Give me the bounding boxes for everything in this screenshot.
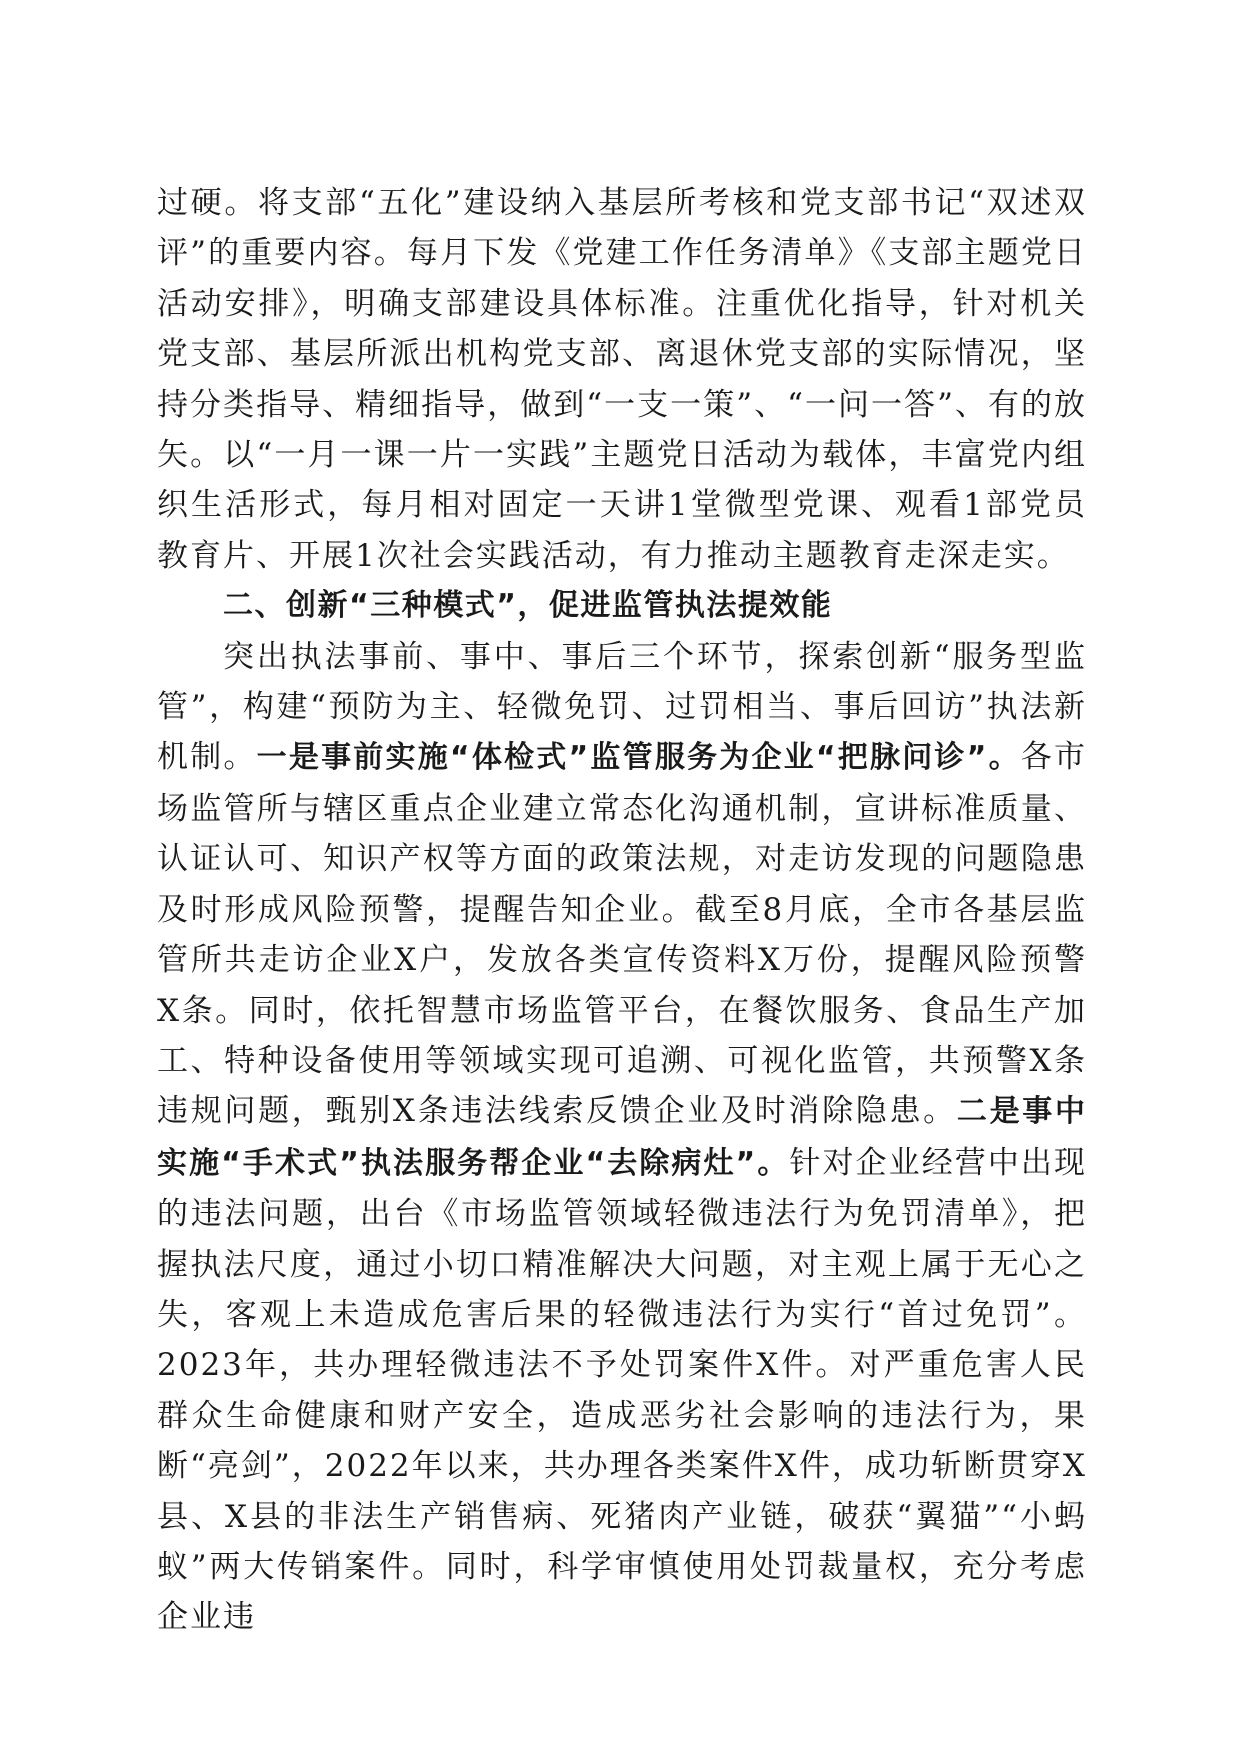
body-paragraph-continued: 过硬。将支部“五化”建设纳入基层所考核和党支部书记“双述双评”的重要内容。每月下发《党建工作任务清单》《支部主题党日活动安排》，明确支部建设具体标准。注重优化指导，针对机关党支部、基层所派出机构党支部、离退休党支部的实际情况，坚持分类指导、精细指导，做到“一支一策”、“一问一答”、有的放矢。以“一月一课一片一实践”主题党日活动为载体，丰富党内组织生活形式，每月相对固定一天讲1堂微型党课、观看1部党员教育片、开展1次社会实践活动，有力推动主题教育走深走实。 (157, 185, 1087, 574)
point-1-body: 各市场监管所与辖区重点企业建立常态化沟通机制，宣讲标准质量、认证认可、知识产权等方面的政策法规，对走访发现的问题隐患及时形成风险预警，提醒告知企业。截至8月底，全市各基层监管所共走访企业X户，发放各类宣传资料X万份，提醒风险预警X条。同时，依托智慧市场监管平台，在餐饮服务、食品生产加工、特种设备使用等领域实现可追溯、可视化监管，共预警X条违规问题，甄别X条违法线索反馈企业及时消除隐患。 (157, 739, 1088, 1130)
body-paragraph-enforcement (157, 632, 1087, 1643)
section-heading: 二、创新“三种模式”，促进监管执法提效能 (223, 588, 833, 624)
point-1-title: 一是事前实施“体检式”监管服务为企业“把脉问诊”。 (256, 740, 1021, 776)
point-2-title: 二是事中实施“手术式”执法服务帮企业“去除病灶”。 (157, 1094, 1087, 1181)
document-page (157, 178, 1087, 1643)
point-2-body: 针对企业经营中出现的违法问题，出台《市场监管领域轻微违法行为免罚清单》，把握执法尺度，通过小切口精准解决大问题，对主观上属于无心之失，客观上未造成危害后果的轻微违法行为实行“首过免罚”。2023年，共办理轻微违法不予处罚案件X件。对严重危害人民群众生命健康和财产安全，造成恶劣社会影响的违法行为，果断“亮剑”，2022年以来，共办理各类案件X件，成功斩断贯穿X县、X县的非法生产销售病、死猪肉产业链，破获“翼猫”“小蚂蚁”两大传销案件。同时，科学审慎使用处罚裁量权，充分考虑企业违 (157, 1144, 1087, 1636)
paragraph-intro: 突出执法事前、事中、事后三个环节，探索创新“服务型监管”，构建“预防为主、轻微免罚、过罚相当、事后回访”执法新机制。 (157, 638, 1087, 776)
